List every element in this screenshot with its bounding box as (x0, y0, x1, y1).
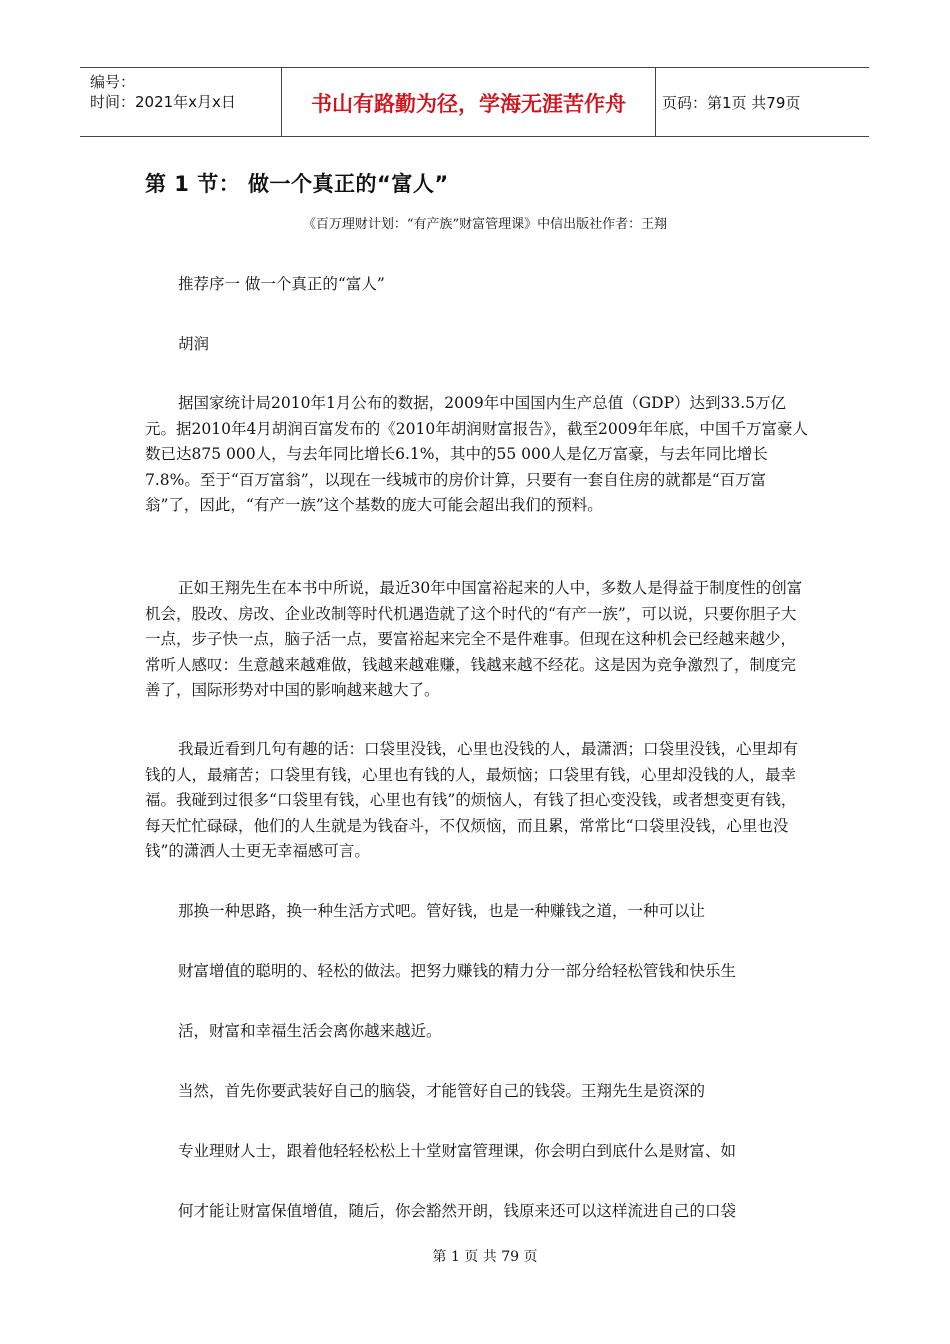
paragraph-line: 何才能让财富保值增值，随后，你会豁然开朗，钱原来还可以这样流进自己的口袋 (178, 1202, 737, 1220)
date-label: 时间：2021年x月x日 (90, 93, 236, 111)
number-label: 编号： (90, 73, 136, 91)
paragraph-line: 活，财富和幸福生活会离你越来越近。 (178, 1022, 442, 1040)
paragraph-line: 当然，首先你要武装好自己的脑袋，才能管好自己的钱袋。王翔先生是资深的 (178, 1082, 706, 1100)
paragraph-line: 专业理财人士，跟着他轻轻松松上十堂财富管理课，你会明白到底什么是财富、如 (178, 1142, 737, 1160)
book-source: 《百万理财计划：“有产族”财富管理课》中信出版社作者：王翔 (302, 217, 668, 232)
header-motto: 书山有路勤为径，学海无涯苦作舟 (282, 68, 656, 136)
section-title: 第 1 节： 做一个真正的“富人” (145, 172, 449, 196)
header-page-info: 页码：第1页 共79页 (662, 93, 801, 112)
paragraph-opportunity: 正如王翔先生在本书中所说，最近30年中国富裕起来的人中，多数人是得益于制度性的创富机会，股改、房改、企业改制等时代机遇造就了这个时代的“有产一族”，可以说，只要你胆子大一点，步子快一点，脑子活一点，要富裕起来完全不是件难事。但现在这种机会已经越来越少，常听人感叹：生意越来越难做，钱越来越难赚，钱越来越不经花。这是因为竞争激烈了，制度完善了，国际形势对中国的影响越来越大了。 (145, 579, 803, 699)
paragraph-gdp: 据国家统计局2010年1月公布的数据，2009年中国国内生产总值（GDP）达到33.5万亿元。据2010年4月胡润百富发布的《2010年胡润财富报告》，截至2009年年底，中国千万富豪人数已达875 000人，与去年同比增长6.1%，其中的55 000人是亿万富豪，与去年同比增长7.8%。至于“百万富翁”，以现在一线城市的房价计算，只要有一套自住房的就都是“百万富翁”了，因此，“有产一族”这个基数的庞大可能会超出我们的预料。 (145, 394, 808, 514)
page-footer: 第 1 页 共 79 页 (432, 1249, 538, 1265)
preface-heading: 推荐序一 做一个真正的“富人” (178, 275, 385, 293)
paragraph-line: 财富增值的聪明的、轻松的做法。把努力赚钱的精力分一部分给轻松管钱和快乐生 (178, 962, 737, 980)
paragraph-line: 那换一种思路，换一种生活方式吧。管好钱，也是一种赚钱之道，一种可以让 (178, 902, 706, 920)
preface-author: 胡润 (178, 335, 210, 353)
paragraph-happiness: 我最近看到几句有趣的话：口袋里没钱，心里也没钱的人，最潇洒；口袋里没钱，心里却有钱的人，最痛苦；口袋里有钱，心里也有钱的人，最烦恼；口袋里有钱，心里却没钱的人，最幸福。我碰到过很多“口袋里有钱，心里也有钱”的烦恼人，有钱了担心变没钱，或者想变更有钱，每天忙忙碌碌，他们的人生就是为钱奋斗，不仅烦恼，而且累，常常比“口袋里没钱，心里也没钱”的潇洒人士更无幸福感可言。 (145, 740, 799, 860)
document-header (80, 67, 869, 137)
header-meta (80, 68, 282, 136)
